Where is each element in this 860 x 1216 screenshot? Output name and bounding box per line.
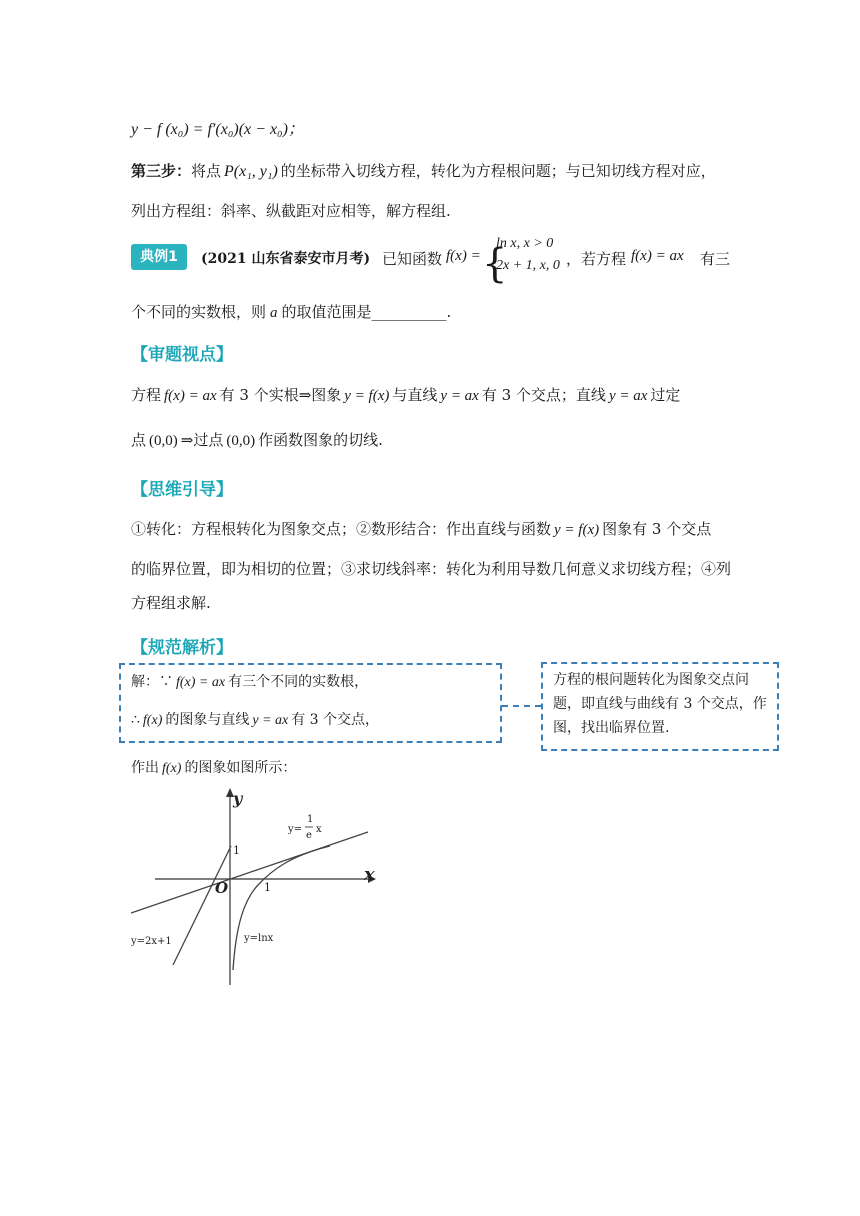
piecewise-case2: 2x + 1, x, 0 (496, 258, 560, 273)
tangent-label-b: x (316, 824, 322, 835)
section-solution-title: 【规范解析】 (131, 638, 233, 658)
solution-l1-b: f(x) = ax (176, 675, 226, 690)
review-l1-f: y = ax (440, 388, 479, 404)
note-text: 方程的根问题转化为图象交点问题，即直线与曲线有 3 个交点，作图，找出临界位置. (553, 672, 767, 736)
y-axis-label: y (233, 789, 243, 808)
guide-l1-a: ①转化：方程根转化为图象交点；②数形结合：作出直线与函数 (131, 520, 552, 538)
solution-l2-e: 有 3 个交点， (291, 712, 380, 728)
review-l2-a: 点 (131, 431, 147, 449)
review-l1-d: y = f(x) (344, 388, 390, 404)
tangent-equation: y − f (x₀) = f′(x₀)(x − x₀)； (131, 121, 304, 138)
line-2x-plus-1 (173, 846, 231, 965)
ln-curve (233, 846, 330, 970)
step3-text-b: 的坐标带入切线方程，转化为方程根问题；与已知切线方程对应， (280, 162, 716, 180)
x-axis-label: x (364, 864, 375, 885)
example-fx: f(x) = (446, 248, 481, 264)
solution-l2-b: f(x) (142, 713, 163, 728)
solution-l2-a: ∴ (131, 712, 140, 728)
guide-l1-c: 图象有 3 个交点 (602, 520, 712, 538)
review-l2-c: ⇒过点 (180, 431, 224, 449)
example-var-a: a (270, 305, 278, 321)
guide-line3: 方程组求解. (131, 594, 211, 612)
draw-a: 作出 (131, 760, 159, 776)
tangent-label-num: 1 (307, 814, 314, 825)
solution-l2-c: 的图象与直线 (165, 712, 250, 728)
review-l2-b: (0,0) (149, 433, 178, 449)
example-eq: f(x) = ax (631, 248, 684, 264)
piecewise-case1: ln x, x > 0 (496, 236, 554, 251)
x-tick-1: 1 (264, 881, 271, 894)
section-guide-title: 【思维引导】 (131, 480, 233, 500)
draw-c: 的图象如图所示： (184, 760, 297, 776)
step3-text-a: 将点 (191, 162, 222, 180)
step3-label: 第三步： (131, 162, 192, 180)
example-text-c: 有三 (700, 250, 731, 268)
example-line2-a: 个不同的实数根，则 (131, 303, 267, 321)
review-l1-a: 方程 (131, 386, 162, 404)
review-l1-i: 过定 (650, 386, 681, 404)
example-line2-end: 的取值范围是__________. (281, 303, 452, 321)
review-l2-e: 作函数图象的切线. (258, 431, 383, 449)
guide-line2: 的临界位置，即为相切的位置；③求切线斜率：转化为利用导数几何意义求切线方程；④列 (131, 560, 732, 578)
ln-label: y=lnx (244, 933, 274, 944)
review-l2-d: (0,0) (226, 433, 256, 449)
solution-l2-d: y = ax (252, 713, 289, 728)
review-l1-e: 与直线 (392, 386, 438, 404)
solution-l1-a: 解：∵ (131, 674, 173, 690)
review-l1-g: 有 3 个交点；直线 (481, 386, 606, 404)
line-label: y=2x+1 (131, 936, 172, 947)
draw-b: f(x) (162, 761, 182, 776)
origin-label: O (215, 879, 229, 897)
review-l1-b: f(x) = ax (164, 388, 217, 404)
tangent-label-a: y= (288, 824, 303, 835)
solution-l1-c: 有三个不同的实数根， (228, 674, 369, 690)
guide-l1-b: y = f(x) (554, 522, 600, 538)
piecewise-brace: { (482, 241, 508, 287)
review-l1-c: 有 3 个实根⇒图象 (219, 386, 342, 404)
section-review-title: 【审题视点】 (131, 345, 233, 365)
example-text-b: ，若方程 (566, 250, 627, 268)
tangent-label-den: e (306, 830, 312, 841)
example-source: (2021 山东省泰安市月考) (201, 251, 371, 267)
example-text-a: 已知函数 (382, 250, 443, 268)
step3-point: P(x₁, y₁) (224, 163, 278, 180)
example-badge: 典例1 (131, 244, 187, 270)
tangent-line (131, 832, 368, 913)
y-tick-1: 1 (233, 844, 240, 857)
step3-line2: 列出方程组：斜率、纵截距对应相等，解方程组. (131, 202, 451, 220)
review-l1-h: y = ax (608, 388, 648, 404)
